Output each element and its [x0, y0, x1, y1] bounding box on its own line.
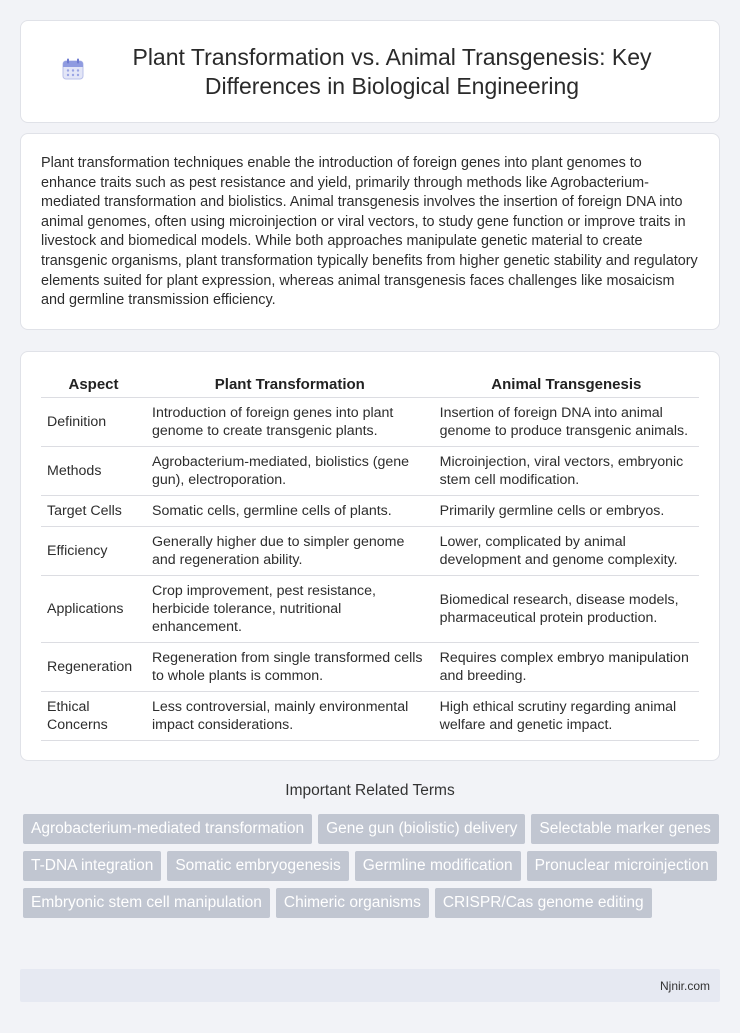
intro-card: [20, 133, 720, 330]
related-term-tag[interactable]: Agrobacterium-mediated transformation: [23, 814, 312, 844]
cell-aspect: Methods: [41, 447, 146, 496]
cell-aspect: Definition: [41, 398, 146, 447]
cell-aspect: Applications: [41, 576, 146, 643]
table-header-row: [41, 372, 699, 398]
table-row: [41, 398, 699, 447]
cell-plant: Agrobacterium-mediated, biolistics (gene gun), electroporation.: [146, 447, 434, 496]
cell-animal: Requires complex embryo manipulation and breeding.: [434, 643, 699, 692]
related-term-tag[interactable]: CRISPR/Cas genome editing: [435, 888, 652, 918]
cell-animal: Biomedical research, disease models, pharmaceutical protein production.: [434, 576, 699, 643]
cell-plant: Regeneration from single transformed cells to whole plants is common.: [146, 643, 434, 692]
related-term-tag[interactable]: Chimeric organisms: [276, 888, 429, 918]
header-plant: Plant Transformation: [146, 372, 434, 398]
cell-animal: Insertion of foreign DNA into animal genome to produce transgenic animals.: [434, 398, 699, 447]
table-row: [41, 692, 699, 741]
intro-text: Plant transformation techniques enable the introduction of foreign genes into plant genomes to enhance traits such as pest resistance and yield, primarily through methods like Agrobacterium-mediated transformation and biolistics. Animal transgenesis involves the insertion of foreign DNA into animal genomes, often using microinjection or viral vectors, to study gene function or improve traits in livestock and biomedical models. While both approaches manipulate genetic material to create transgenic organisms, plant transformation typically benefits from higher genetic stability and regulatory elements suited for plant expression, whereas animal transgenesis faces challenges like mosaicism and germline transmission efficiency.: [41, 155, 698, 309]
cell-aspect: Efficiency: [41, 527, 146, 576]
table-row: [41, 576, 699, 643]
cell-aspect: Regeneration: [41, 643, 146, 692]
table-row: [41, 447, 699, 496]
related-term-tag[interactable]: Selectable marker genes: [531, 814, 718, 844]
cell-animal: Lower, complicated by animal development and genome complexity.: [434, 527, 699, 576]
cell-aspect: Ethical Concerns: [41, 692, 146, 741]
footer-site-link[interactable]: Njnir.com: [659, 979, 710, 993]
cell-plant: Introduction of foreign genes into plant genome to create transgenic plants.: [146, 398, 434, 447]
related-term-tag[interactable]: Pronuclear microinjection: [527, 851, 717, 881]
related-term-tag[interactable]: Embryonic stem cell manipulation: [23, 888, 270, 918]
cell-plant: Crop improvement, pest resistance, herbicide tolerance, nutritional enhancement.: [146, 576, 434, 643]
related-term-tag[interactable]: Somatic embryogenesis: [167, 851, 348, 881]
page-title: Plant Transformation vs. Animal Transgenesis: Key Differences in Biological Engineering: [132, 43, 652, 99]
header-card: [20, 20, 720, 123]
related-term-tag[interactable]: Germline modification: [355, 851, 521, 881]
related-term-tag[interactable]: T-DNA integration: [23, 851, 161, 881]
cell-animal: Primarily germline cells or embryos.: [434, 496, 699, 527]
cell-plant: Somatic cells, germline cells of plants.: [146, 496, 434, 527]
footer: [20, 969, 720, 1002]
cell-plant: Less controversial, mainly environmental impact considerations.: [146, 692, 434, 741]
header-animal: Animal Transgenesis: [434, 372, 699, 398]
table-row: [41, 527, 699, 576]
table-row: [41, 496, 699, 527]
cell-plant: Generally higher due to simpler genome and regeneration ability.: [146, 527, 434, 576]
comparison-table: [41, 372, 699, 741]
comparison-card: [20, 351, 720, 761]
related-term-tag[interactable]: Gene gun (biolistic) delivery: [318, 814, 525, 844]
cell-animal: Microinjection, viral vectors, embryonic stem cell modification.: [434, 447, 699, 496]
cell-animal: High ethical scrutiny regarding animal welfare and genetic impact.: [434, 692, 699, 741]
table-row: [41, 643, 699, 692]
calendar-icon: [61, 57, 85, 81]
related-terms-title: Important Related Terms: [285, 782, 455, 799]
cell-aspect: Target Cells: [41, 496, 146, 527]
header-aspect: Aspect: [41, 372, 146, 398]
related-terms-list: [23, 814, 723, 918]
